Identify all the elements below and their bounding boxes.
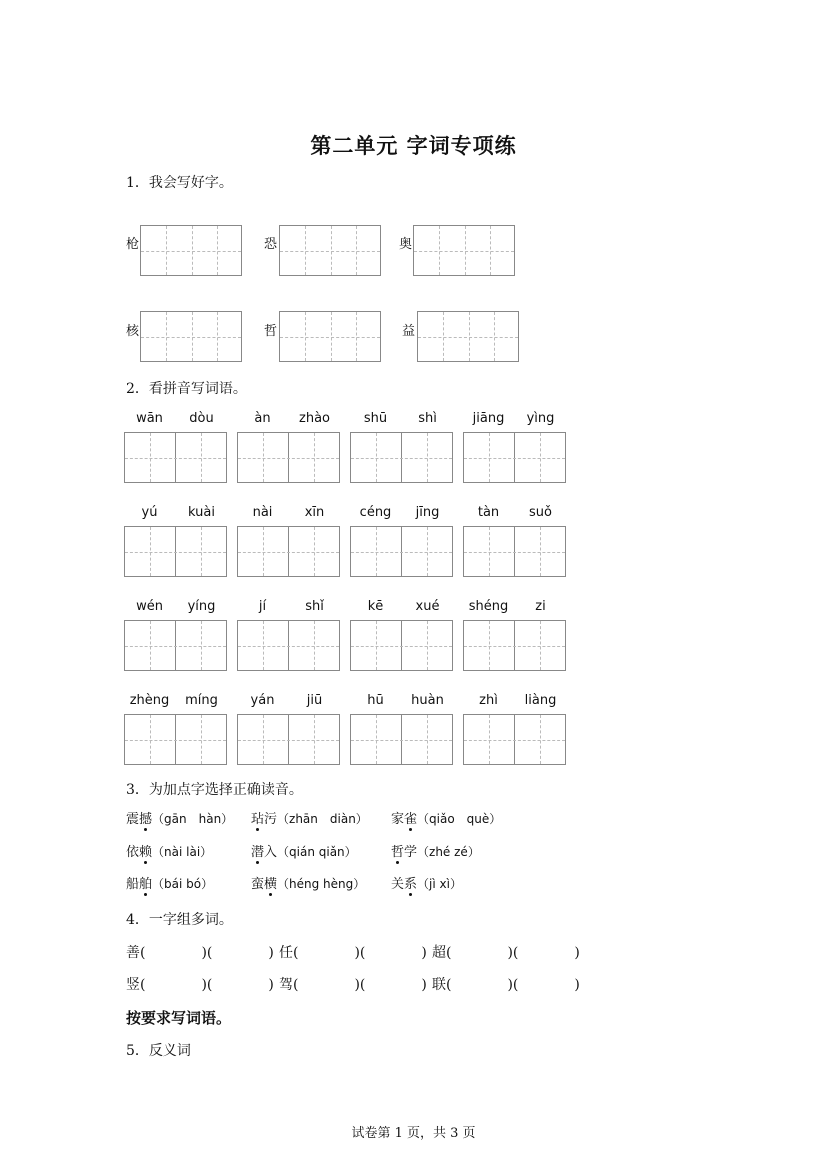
dotted-char: 玷 — [251, 808, 264, 827]
pinyin-syllable: yú — [141, 505, 158, 520]
pinyin-syllable: zhào — [299, 411, 330, 426]
pinyin-options: （héng hèng） — [277, 877, 366, 891]
pinyin-syllables — [124, 505, 227, 521]
writing-box[interactable] — [413, 225, 515, 276]
word-char: 依 — [126, 845, 140, 860]
page-title: 第二单元 字词专项练 — [310, 134, 517, 158]
pinyin-syllable: yíng — [187, 599, 216, 614]
tianzige-grid[interactable] — [237, 714, 340, 765]
pinyin-syllables — [463, 599, 566, 615]
tianzige-grid[interactable] — [463, 432, 566, 483]
word-group-item[interactable]: 驾( )( ) — [279, 977, 427, 993]
dotted-char: 潜 — [251, 841, 264, 860]
pronunciation-item — [126, 873, 213, 892]
pinyin-syllable: yìng — [526, 411, 555, 426]
word-group-item[interactable]: 任( )( ) — [279, 945, 427, 961]
word-char: 学 — [404, 845, 418, 860]
tianzige-grid[interactable] — [350, 526, 453, 577]
word-char: 污 — [264, 812, 278, 827]
pinyin-syllable: shéng — [468, 599, 509, 614]
pinyin-syllable: zhèng — [129, 693, 170, 708]
dotted-char: 横 — [264, 873, 277, 892]
tianzige-grid[interactable] — [124, 432, 227, 483]
pinyin-syllable: dòu — [189, 411, 214, 426]
tianzige-grid[interactable] — [350, 714, 453, 765]
pinyin-options: （qián qiǎn） — [277, 845, 357, 859]
pinyin-syllable: jiāng — [472, 411, 505, 426]
pinyin-syllables — [350, 693, 453, 709]
pinyin-syllables — [350, 599, 453, 615]
write-char: 恐 — [264, 237, 278, 252]
pinyin-syllable: huàn — [411, 693, 444, 708]
pinyin-syllable: shǐ — [305, 599, 324, 614]
pinyin-syllable: jí — [258, 599, 267, 614]
pinyin-syllable: wān — [136, 411, 163, 426]
question-4-label: 4．一字组多词。 — [126, 912, 233, 928]
pinyin-options: （zhān diàn） — [277, 812, 368, 826]
tianzige-grid[interactable] — [463, 526, 566, 577]
word-group-item[interactable]: 竖( )( ) — [126, 977, 274, 993]
tianzige-grid[interactable] — [350, 432, 453, 483]
pronunciation-item — [126, 808, 233, 827]
word-char: 蛮 — [251, 877, 265, 892]
writing-box[interactable] — [279, 311, 381, 362]
pinyin-options: （bái bó） — [152, 877, 214, 891]
pinyin-syllables — [237, 505, 340, 521]
pinyin-syllable: zhì — [479, 693, 498, 708]
pinyin-syllable: shì — [418, 411, 437, 426]
writing-box[interactable] — [140, 311, 242, 362]
pinyin-syllable: jiū — [306, 693, 323, 708]
pinyin-syllable: liàng — [524, 693, 557, 708]
pinyin-syllables — [124, 599, 227, 615]
pinyin-syllable: kuài — [188, 505, 215, 520]
pinyin-syllable: yán — [250, 693, 275, 708]
write-char: 哲 — [264, 324, 278, 339]
pinyin-syllable: shū — [363, 411, 388, 426]
write-char: 核 — [126, 324, 140, 339]
pinyin-syllables — [124, 411, 227, 427]
writing-box[interactable] — [140, 225, 242, 276]
word-group-item[interactable]: 超( )( ) — [432, 945, 580, 961]
pronunciation-item — [126, 841, 212, 860]
word-group-item[interactable]: 善( )( ) — [126, 945, 274, 961]
pronunciation-item — [391, 808, 501, 827]
dotted-char: 舶 — [139, 873, 152, 892]
tianzige-grid[interactable] — [124, 526, 227, 577]
tianzige-grid[interactable] — [350, 620, 453, 671]
pinyin-syllable: tàn — [477, 505, 500, 520]
word-char: 震 — [126, 812, 140, 827]
dotted-char: 赖 — [139, 841, 152, 860]
tianzige-grid[interactable] — [237, 432, 340, 483]
pinyin-syllable: wén — [136, 599, 163, 614]
pinyin-syllable: nài — [252, 505, 273, 520]
dotted-char: 雀 — [404, 808, 417, 827]
word-char: 船 — [126, 877, 140, 892]
page-footer: 试卷第 1 页，共 3 页 — [351, 1126, 476, 1141]
question-5-label: 5．反义词 — [126, 1043, 191, 1059]
word-char: 入 — [264, 845, 278, 860]
question-1-label: 1．我会写好字。 — [126, 175, 233, 191]
pinyin-syllables — [463, 505, 566, 521]
pinyin-syllable: xué — [415, 599, 440, 614]
pinyin-syllable: àn — [254, 411, 271, 426]
writing-box[interactable] — [279, 225, 381, 276]
pinyin-options: （zhé zé） — [417, 845, 480, 859]
tianzige-grid[interactable] — [124, 620, 227, 671]
pinyin-syllable: kē — [367, 599, 384, 614]
word-char: 家 — [391, 812, 405, 827]
tianzige-grid[interactable] — [463, 714, 566, 765]
dotted-char: 哲 — [391, 841, 404, 860]
tianzige-grid[interactable] — [124, 714, 227, 765]
word-group-item[interactable]: 联( )( ) — [432, 977, 580, 993]
pronunciation-item — [391, 873, 462, 892]
section-heading: 按要求写词语。 — [126, 1009, 232, 1027]
pinyin-syllable: hū — [367, 693, 384, 708]
tianzige-grid[interactable] — [463, 620, 566, 671]
dotted-char: 系 — [404, 873, 417, 892]
pinyin-syllables — [237, 411, 340, 427]
pinyin-options: （qiǎo què） — [417, 812, 502, 826]
question-2-label: 2．看拼音写词语。 — [126, 381, 247, 397]
dotted-char: 撼 — [139, 808, 152, 827]
pinyin-options: （nài lài） — [152, 845, 213, 859]
pinyin-syllables — [463, 693, 566, 709]
write-char: 益 — [402, 324, 416, 339]
pronunciation-item — [251, 808, 368, 827]
write-char: 枪 — [126, 237, 140, 252]
pronunciation-item — [251, 873, 365, 892]
writing-box[interactable] — [417, 311, 519, 362]
pinyin-syllables — [124, 693, 227, 709]
pinyin-syllable: suǒ — [529, 505, 552, 520]
pinyin-syllable: zi — [535, 599, 546, 614]
pinyin-syllables — [463, 411, 566, 427]
question-3-label: 3．为加点字选择正确读音。 — [126, 782, 303, 798]
pinyin-syllable: céng — [359, 505, 392, 520]
pinyin-syllables — [237, 599, 340, 615]
pinyin-syllable: jīng — [415, 505, 440, 520]
pinyin-syllable: míng — [185, 693, 218, 708]
write-char: 奥 — [399, 237, 413, 252]
pinyin-syllables — [350, 505, 453, 521]
tianzige-grid[interactable] — [237, 526, 340, 577]
word-char: 关 — [391, 877, 405, 892]
pinyin-options: （gān hàn） — [152, 812, 234, 826]
pronunciation-item — [251, 841, 357, 860]
pinyin-syllables — [237, 693, 340, 709]
pinyin-syllables — [350, 411, 453, 427]
tianzige-grid[interactable] — [237, 620, 340, 671]
pinyin-syllable: xīn — [304, 505, 325, 520]
pinyin-options: （jì xì） — [417, 877, 462, 891]
pronunciation-item — [391, 841, 480, 860]
